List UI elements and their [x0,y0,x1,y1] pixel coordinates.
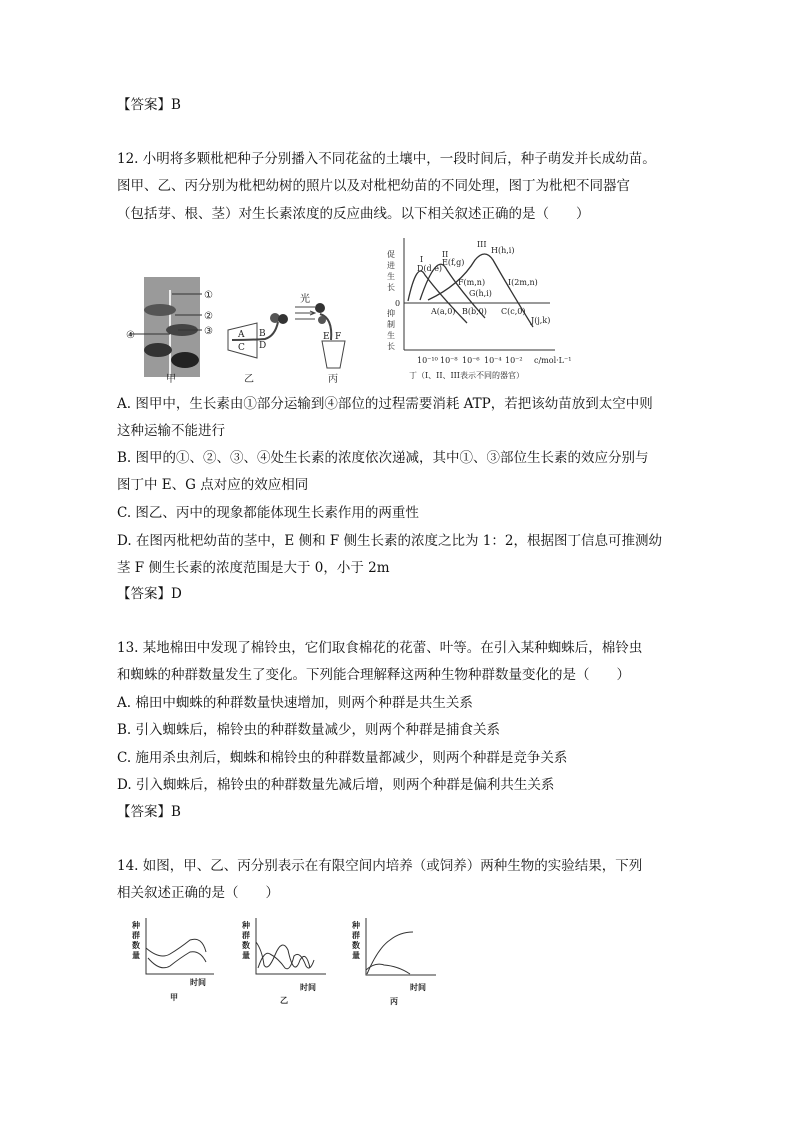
curve-label: I [420,255,424,264]
q12-option: B. 图甲的①、②、③、④处生长素的浓度依次递减，其中①、③部位生长素的效应分别与 [117,450,649,466]
x-tick: 10⁻⁶ [462,356,480,365]
zero-label: 0 [395,299,401,308]
point-label: I(2m,n) [508,278,538,287]
label-D: D [259,341,267,351]
label-A: A [238,330,245,340]
label-F: F [335,332,342,342]
ylabel-char: 生 [387,331,395,340]
point-label: A(a,0) [431,307,456,316]
svg-text:时间: 时间 [190,977,206,987]
q12-answer: 【答案】D [117,586,182,602]
point-label: D(d,e) [417,264,443,273]
point-label: H(h,i) [491,246,515,255]
ylabel-char: 生 [387,272,395,281]
ylabel-char: 长 [387,283,395,292]
point-label: G(h,i) [469,289,492,298]
marker-2: ② [204,311,213,322]
q14-line: 14. 如图，甲、乙、丙分别表示在有限空间内培养（或饲养）两种生物的实验结果，下列 [117,858,643,874]
q12-option: 这种运输不能进行 [117,423,225,439]
svg-text:种: 种 [242,920,250,930]
q13-option: B. 引入蜘蛛后，棉铃虫的种群数量减少，则两个种群是捕食关系 [117,722,501,738]
q12-line: 图甲、乙、丙分别为枇杷幼树的照片以及对枇杷幼苗的不同处理，图丁为枇杷不同器官 [117,178,630,194]
graph-bing [351,918,436,1006]
label-E: E [323,332,330,342]
svg-text:种: 种 [132,920,140,930]
svg-text:群: 群 [242,930,250,940]
label-B: B [259,329,266,339]
q12-option: D. 在图丙枇杷幼苗的茎中，E 侧和 F 侧生长素的浓度之比为 1：2，根据图丁信息可推测幼 [117,533,662,549]
point-label: E(f,g) [442,258,465,267]
caption-bing: 丙 [328,374,338,385]
svg-text:群: 群 [352,930,360,940]
q12-option: 图丁中 E、G 点对应的效应相同 [117,477,309,493]
svg-text:丙: 丙 [390,996,398,1006]
svg-text:种: 种 [352,920,360,930]
svg-text:量: 量 [352,950,360,960]
q14-figure [110,910,450,1010]
q12-figure-ding-chart [365,230,665,380]
marker-1: ① [204,290,213,301]
x-tick: 10⁻⁴ [484,356,502,365]
x-unit: c/mol·L⁻¹ [534,356,572,365]
ylabel-char: 促 [387,250,395,259]
svg-text:甲: 甲 [170,992,178,1002]
svg-text:群: 群 [132,930,140,940]
x-tick: 10⁻¹⁰ [417,356,438,365]
q12-figure-jia-yi-bing [126,240,370,385]
q14-line: 相关叙述正确的是（ ） [117,885,279,901]
ylabel-char: 进 [387,261,395,270]
point-label: B(b,0) [462,307,487,316]
marker-3: ③ [204,326,213,337]
svg-text:量: 量 [132,950,140,960]
point-label: J(j,k) [531,316,551,325]
ylabel-char: 制 [387,320,395,329]
x-tick: 10⁻⁸ [440,356,458,365]
label-C: C [238,343,245,353]
light-label: 光 [300,294,310,305]
caption-ding: 丁（I、II、III表示不同的器官） [409,371,524,380]
q12-option: A. 图甲中，生长素由①部分运输到④部位的过程需要消耗 ATP，若把该幼苗放到太空中则 [117,396,653,412]
q13-line: 和蜘蛛的种群数量发生了变化。下列能合理解释这两种生物种群数量变化的是（ ） [117,667,630,683]
graph-jia [131,918,214,1002]
svg-text:时间: 时间 [300,982,316,992]
curve-label: III [477,240,487,249]
q13-answer: 【答案】B [117,804,181,820]
svg-text:数: 数 [132,940,140,950]
caption-jia: 甲 [166,374,176,385]
answer-prev: 【答案】B [117,97,181,113]
q13-option: A. 棉田中蜘蛛的种群数量快速增加，则两个种群是共生关系 [117,695,473,711]
q13-option: C. 施用杀虫剂后，蜘蛛和棉铃虫的种群数量都减少，则两个种群是竞争关系 [117,750,568,766]
q13-line: 13. 某地棉田中发现了棉铃虫，它们取食棉花的花蕾、叶等。在引入某种蜘蛛后，棉铃虫 [117,640,643,656]
marker-4: ④ [126,330,135,341]
ylabel-char: 长 [387,342,395,351]
svg-text:量: 量 [242,950,250,960]
caption-yi: 乙 [244,374,254,385]
q12-line: 12. 小明将多颗枇杷种子分别播入不同花盆的土壤中，一段时间后，种子萌发并长成幼苗。 [117,151,656,167]
graph-yi [241,918,326,1005]
q12-option: C. 图乙、丙中的现象都能体现生长素作用的两重性 [117,505,419,521]
svg-text:数: 数 [352,940,360,950]
point-label: F(m,n) [458,278,486,287]
ylabel-char: 抑 [387,309,395,318]
point-label: C(c,0) [501,307,526,316]
q12-option: 茎 F 侧生长素的浓度范围是大于 0，小于 2m [117,560,390,576]
svg-text:时间: 时间 [410,982,426,992]
svg-text:乙: 乙 [280,995,288,1005]
q12-line: （包括芽、根、茎）对生长素浓度的反应曲线。以下相关叙述正确的是（ ） [117,206,590,222]
q13-option: D. 引入蜘蛛后，棉铃虫的种群数量先减后增，则两个种群是偏利共生关系 [117,777,555,793]
curve-label: II [442,250,449,259]
svg-text:数: 数 [242,940,250,950]
x-tick: 10⁻² [505,356,523,365]
